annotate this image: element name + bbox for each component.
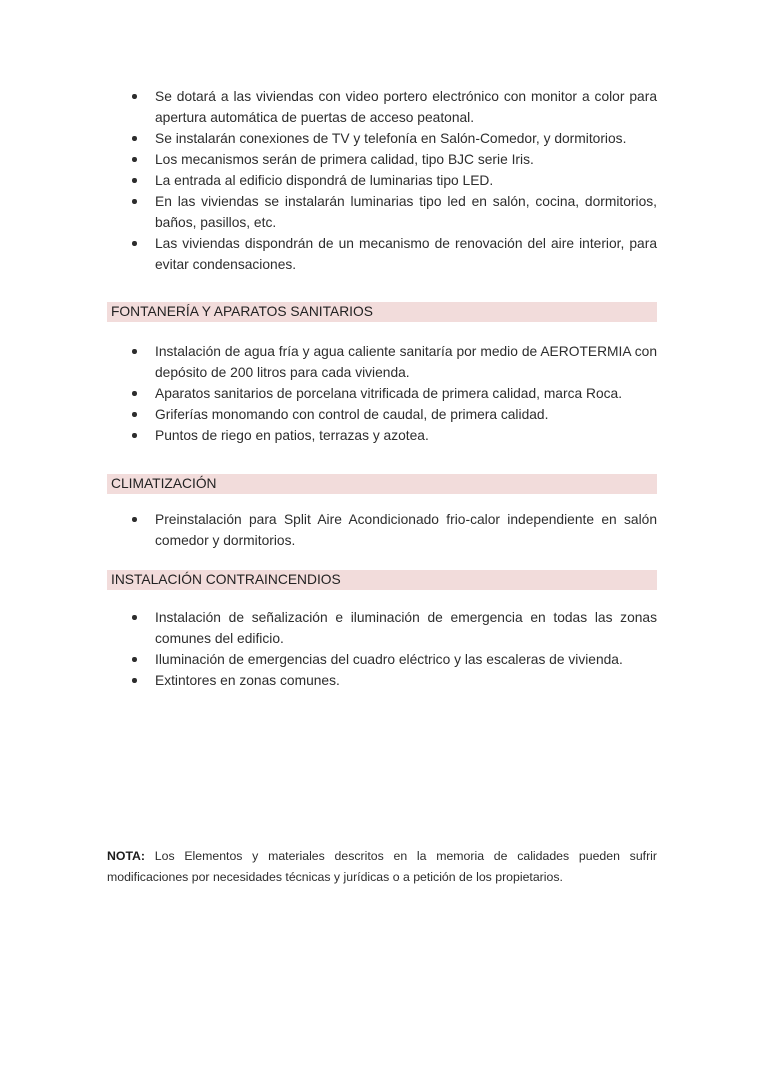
list-item: Aparatos sanitarios de porcelana vitrificada de primera calidad, marca Roca.	[155, 383, 657, 404]
section-header-fontaneria: FONTANERÍA Y APARATOS SANITARIOS	[107, 302, 657, 322]
section-header-contraincendios: INSTALACIÓN CONTRAINCENDIOS	[107, 570, 657, 590]
list-item: Instalación de agua fría y agua caliente sanitaría por medio de AEROTERMIA con depósito de 200 litros para cada vivienda.	[155, 341, 657, 383]
footnote-text: Los Elementos y materiales descritos en la memoria de calidades pueden sufrir modificaciones por necesidades técnicas y jurídicas o a petición de los propietarios.	[107, 849, 658, 884]
footnote	[107, 846, 657, 888]
contraincendios-bullet-list	[107, 607, 657, 691]
list-item: Puntos de riego en patios, terrazas y azotea.	[155, 425, 657, 446]
list-item: La entrada al edificio dispondrá de luminarias tipo LED.	[155, 170, 657, 191]
section-header-climatizacion: CLIMATIZACIÓN	[107, 474, 657, 494]
list-item: Preinstalación para Split Aire Acondicionado frio-calor independiente en salón comedor y dormitorios.	[155, 509, 657, 551]
list-item: Instalación de señalización e iluminación de emergencia en todas las zonas comunes del edificio.	[155, 607, 657, 649]
list-item: Griferías monomando con control de caudal, de primera calidad.	[155, 404, 657, 425]
list-item: Se dotará a las viviendas con video portero electrónico con monitor a color para apertura automática de puertas de acceso peatonal.	[155, 86, 657, 128]
list-item: Se instalarán conexiones de TV y telefonía en Salón-Comedor, y dormitorios.	[155, 128, 657, 149]
list-item: Las viviendas dispondrán de un mecanismo de renovación del aire interior, para evitar condensaciones.	[155, 233, 657, 275]
intro-bullet-list	[107, 86, 657, 275]
list-item: Los mecanismos serán de primera calidad, tipo BJC serie Iris.	[155, 149, 657, 170]
fontaneria-bullet-list	[107, 341, 657, 446]
footnote-label: NOTA:	[107, 849, 146, 863]
climatizacion-bullet-list	[107, 509, 657, 551]
list-item: Iluminación de emergencias del cuadro eléctrico y las escaleras de vivienda.	[155, 649, 657, 670]
list-item: En las viviendas se instalarán luminarias tipo led en salón, cocina, dormitorios, baños, pasillos, etc.	[155, 191, 657, 233]
list-item: Extintores en zonas comunes.	[155, 670, 657, 691]
